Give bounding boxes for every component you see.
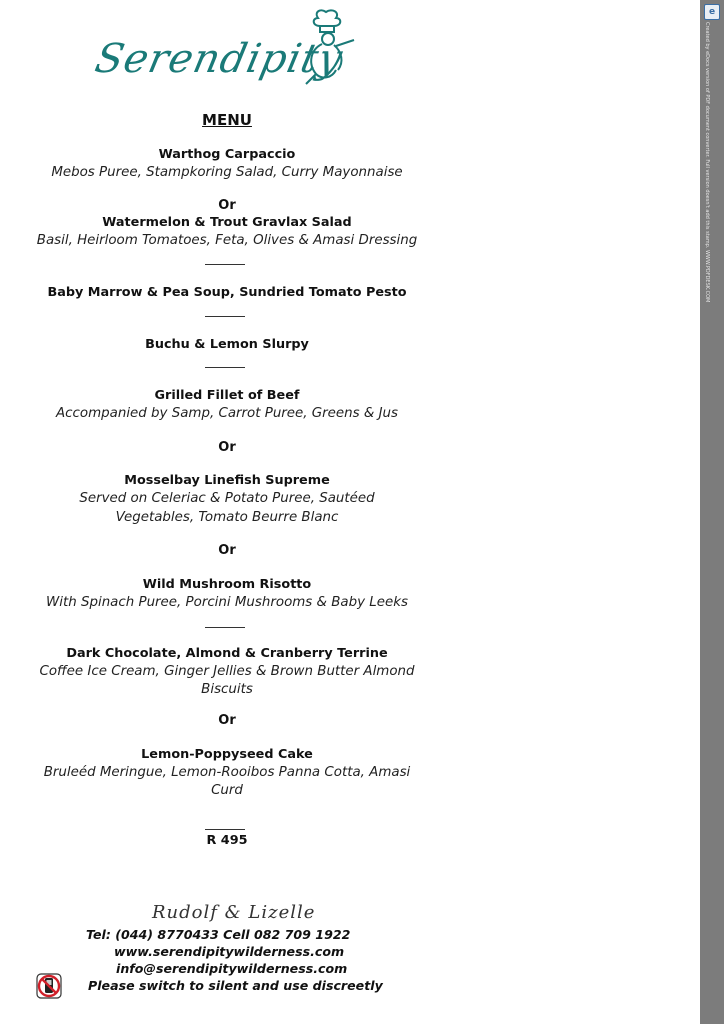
no-phone-icon <box>36 973 62 999</box>
dish-mushroom-risotto: Wild Mushroom Risotto <box>142 577 312 592</box>
menu-price: R 495 <box>206 833 248 848</box>
course-divider-2 <box>205 316 245 317</box>
converter-stamp-text: Created by eDocs version of PDF document converter. Full version doesn't add this stamp. WWW.PDFDESK.COM <box>704 22 710 303</box>
silent-notice: Please switch to silent and use discreetly <box>88 978 383 993</box>
desc-trout-gravlax: Basil, Heirloom Tomatoes, Feta, Olives & Amasi Dressing <box>36 233 418 248</box>
desc-mushroom-risotto: With Spinach Puree, Porcini Mushrooms & Baby Leeks <box>46 595 408 610</box>
or-separator-1: Or <box>218 198 236 213</box>
course-divider-3 <box>205 367 245 368</box>
desc-terrine-line1: Coffee Ice Cream, Ginger Jellies & Brown Butter Almond <box>39 664 415 679</box>
dish-chocolate-terrine: Dark Chocolate, Almond & Cranberry Terrine <box>66 646 388 661</box>
course-divider-1 <box>205 264 245 265</box>
dish-pea-soup: Baby Marrow & Pea Soup, Sundried Tomato Pesto <box>47 285 407 300</box>
menu-title: MENU <box>202 111 252 129</box>
or-separator-2: Or <box>218 440 236 455</box>
or-separator-3: Or <box>218 543 236 558</box>
contact-phone: Tel: (044) 8770433 Cell 082 709 1922 <box>86 927 351 942</box>
logo-text: Serendipity <box>91 36 347 82</box>
contact-website[interactable]: www.serendipitywilderness.com <box>114 944 345 959</box>
dish-buchu-slurpy: Buchu & Lemon Slurpy <box>145 337 309 352</box>
dish-warthog-carpaccio: Warthog Carpaccio <box>158 147 296 162</box>
desc-terrine-line2: Biscuits <box>201 682 253 697</box>
serendipity-logo <box>92 6 362 106</box>
desc-linefish-line2: Vegetables, Tomato Beurre Blanc <box>115 510 339 525</box>
desc-fillet-of-beef: Accompanied by Samp, Carrot Puree, Greens & Jus <box>56 406 398 421</box>
signature: Rudolf & Lizelle <box>152 902 316 923</box>
course-divider-4 <box>205 627 245 628</box>
chef-bird-icon <box>292 6 362 86</box>
desc-cake-line2: Curd <box>211 783 243 798</box>
desc-cake-line1: Bruleéd Meringue, Lemon-Rooibos Panna Cotta, Amasi <box>43 765 411 780</box>
desc-warthog-carpaccio: Mebos Puree, Stampkoring Salad, Curry Mayonnaise <box>51 165 403 180</box>
or-separator-4: Or <box>218 713 236 728</box>
dish-fillet-of-beef: Grilled Fillet of Beef <box>154 388 300 403</box>
dish-poppyseed-cake: Lemon-Poppyseed Cake <box>141 747 313 762</box>
desc-linefish-line1: Served on Celeriac & Potato Puree, Sautéed <box>79 491 375 506</box>
dish-linefish-supreme: Mosselbay Linefish Supreme <box>124 473 330 488</box>
contact-email[interactable]: info@serendipitywilderness.com <box>116 961 348 976</box>
converter-stamp-sidebar <box>700 0 724 1024</box>
document-icon: e <box>704 4 720 20</box>
price-divider <box>205 829 245 830</box>
dish-trout-gravlax: Watermelon & Trout Gravlax Salad <box>102 215 352 230</box>
